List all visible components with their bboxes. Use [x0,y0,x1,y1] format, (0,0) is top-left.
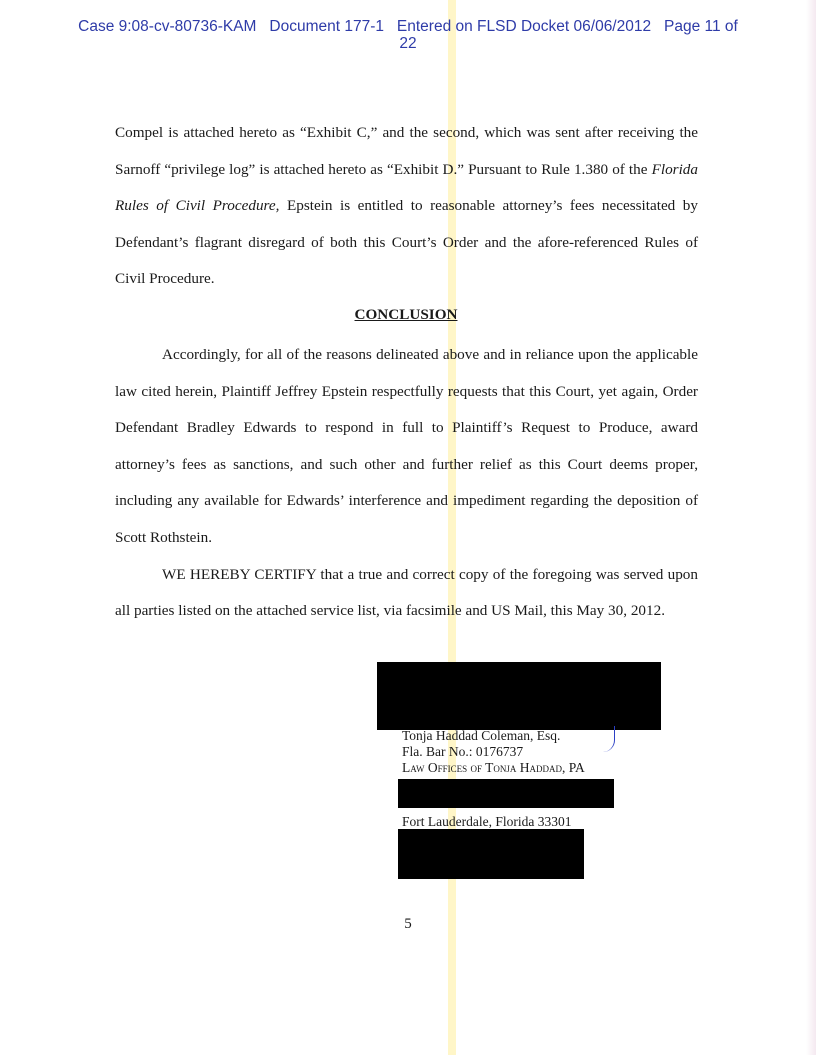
intro-paragraph [115,115,698,298]
bar-number: Fla. Bar No.: 0176737 [402,744,524,759]
signer-name: Tonja Haddad Coleman, Esq. [402,728,561,743]
intro-italic-citation: Florida Rules of Civil Procedure, [115,160,698,215]
docket-header-line2: 22 [399,35,417,52]
redaction-address [398,779,614,808]
intro-rest: Epstein is entitled to reasonable attorney’s fees necessitated by Defendant’s flagrant disregard of both this Court’s Order and the afore-referenced Rules of Civil Procedure. [115,197,698,288]
section-heading: CONCLUSION [354,306,458,323]
conclusion-block [115,337,698,630]
firm-name: Law Offices of Tonja Haddad, PA [402,760,585,775]
redaction-signature [377,662,661,730]
page-edge-shadow [806,0,816,1055]
page-number: 5 [404,916,412,932]
city-line: Fort Lauderdale, Florida 33301 [402,814,572,829]
certificate-paragraph: WE HEREBY CERTIFY that a true and correct copy of the foregoing was served upon all parties listed on the attached service list, via facsimile and US Mail, this May 30, 2012. [115,565,698,620]
redaction-contact [398,829,584,879]
docket-header-line1: Case 9:08-cv-80736-KAM Document 177-1 Entered on FLSD Docket 06/06/2012 Page 11 of [78,18,738,35]
intro-paragraph-block [115,115,698,298]
intro-text: Compel is attached hereto as “Exhibit C,” and the second, which was sent after receiving the Sarnoff “privilege log” is attached hereto as “Exhibit D.” Pursuant to Rule 1.380 of the [115,124,698,178]
docket-header [0,18,816,52]
conclusion-paragraph: Accordingly, for all of the reasons delineated above and in reliance upon the applicable law cited herein, Plaintiff Jeffrey Epstein respectfully requests that this Court, yet again, Order Defendant Bradley Edwards to respond in full to Plaintiff’s Request to Produce, award attorney’s fees as sanctions, and such other and further relief as this Court deems proper, including any available for Edwards’ interference and impediment regarding the deposition of Scott Rothstein. [115,346,698,546]
signature-stroke [596,726,615,752]
